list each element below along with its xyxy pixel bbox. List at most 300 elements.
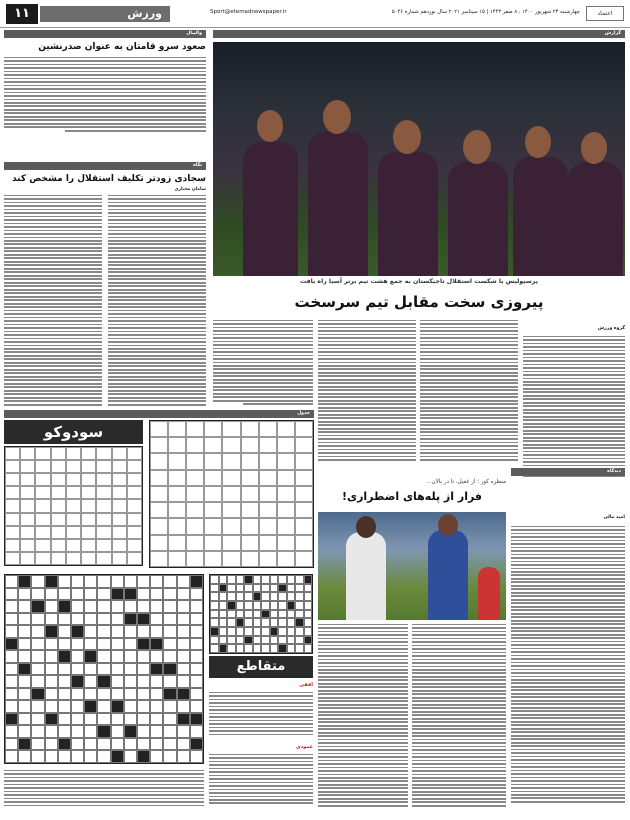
grid-cell[interactable] bbox=[186, 470, 204, 486]
grid-cell[interactable] bbox=[97, 588, 110, 601]
grid-cell[interactable] bbox=[137, 638, 150, 651]
grid-cell[interactable] bbox=[163, 663, 176, 676]
grid-cell[interactable] bbox=[84, 750, 97, 763]
grid-cell[interactable] bbox=[163, 575, 176, 588]
grid-cell[interactable] bbox=[163, 625, 176, 638]
grid-cell[interactable] bbox=[222, 486, 240, 502]
grid-cell[interactable] bbox=[222, 470, 240, 486]
grid-cell[interactable] bbox=[150, 738, 163, 751]
grid-cell[interactable] bbox=[84, 725, 97, 738]
grid-cell[interactable] bbox=[111, 738, 124, 751]
grid-cell[interactable] bbox=[295, 470, 313, 486]
grid-cell[interactable] bbox=[190, 650, 203, 663]
grid-cell[interactable] bbox=[111, 725, 124, 738]
grid-cell[interactable] bbox=[137, 725, 150, 738]
grid-cell[interactable] bbox=[31, 675, 44, 688]
grid-cell[interactable] bbox=[222, 518, 240, 534]
grid-cell[interactable] bbox=[5, 713, 18, 726]
grid-cell[interactable] bbox=[71, 738, 84, 751]
grid-cell[interactable] bbox=[190, 688, 203, 701]
grid-cell[interactable] bbox=[71, 675, 84, 688]
grid-cell[interactable] bbox=[18, 588, 31, 601]
grid-cell[interactable] bbox=[277, 502, 295, 518]
grid-cell[interactable] bbox=[31, 700, 44, 713]
grid-cell[interactable] bbox=[137, 663, 150, 676]
grid-cell[interactable] bbox=[124, 625, 137, 638]
grid-cell[interactable] bbox=[150, 675, 163, 688]
grid-cell[interactable] bbox=[259, 535, 277, 551]
grid-cell[interactable] bbox=[241, 502, 259, 518]
grid-cell[interactable] bbox=[45, 575, 58, 588]
grid-cell[interactable] bbox=[222, 437, 240, 453]
grid-cell[interactable] bbox=[71, 625, 84, 638]
grid-cell[interactable] bbox=[31, 725, 44, 738]
grid-cell[interactable] bbox=[168, 453, 186, 469]
grid-cell[interactable] bbox=[163, 638, 176, 651]
grid-cell[interactable] bbox=[186, 535, 204, 551]
grid-cell[interactable] bbox=[277, 486, 295, 502]
grid-cell[interactable] bbox=[45, 700, 58, 713]
grid-cell[interactable] bbox=[295, 421, 313, 437]
grid-cell[interactable] bbox=[259, 486, 277, 502]
grid-cell[interactable] bbox=[204, 502, 222, 518]
grid-cell[interactable] bbox=[31, 638, 44, 651]
grid-cell[interactable] bbox=[204, 518, 222, 534]
grid-cell[interactable] bbox=[58, 675, 71, 688]
grid-cell[interactable] bbox=[18, 575, 31, 588]
grid-cell[interactable] bbox=[58, 625, 71, 638]
grid-cell[interactable] bbox=[204, 486, 222, 502]
grid-cell[interactable] bbox=[190, 713, 203, 726]
grid-cell[interactable] bbox=[71, 725, 84, 738]
grid-cell[interactable] bbox=[163, 613, 176, 626]
grid-cell[interactable] bbox=[18, 638, 31, 651]
grid-cell[interactable] bbox=[5, 588, 18, 601]
grid-cell[interactable] bbox=[58, 600, 71, 613]
grid-cell[interactable] bbox=[58, 750, 71, 763]
grid-cell[interactable] bbox=[150, 437, 168, 453]
grid-cell[interactable] bbox=[137, 738, 150, 751]
grid-cell[interactable] bbox=[137, 613, 150, 626]
grid-cell[interactable] bbox=[58, 663, 71, 676]
grid-cell[interactable] bbox=[84, 688, 97, 701]
grid-cell[interactable] bbox=[45, 750, 58, 763]
grid-cell[interactable] bbox=[18, 613, 31, 626]
grid-cell[interactable] bbox=[168, 470, 186, 486]
grid-cell[interactable] bbox=[295, 453, 313, 469]
grid-cell[interactable] bbox=[124, 638, 137, 651]
grid-cell[interactable] bbox=[222, 502, 240, 518]
grid-cell[interactable] bbox=[150, 421, 168, 437]
grid-cell[interactable] bbox=[150, 663, 163, 676]
grid-cell[interactable] bbox=[277, 535, 295, 551]
grid-cell[interactable] bbox=[186, 518, 204, 534]
sudoku-puzzle-grid[interactable] bbox=[149, 420, 314, 568]
grid-cell[interactable] bbox=[137, 600, 150, 613]
grid-cell[interactable] bbox=[124, 725, 137, 738]
grid-cell[interactable] bbox=[190, 588, 203, 601]
grid-cell[interactable] bbox=[111, 675, 124, 688]
grid-cell[interactable] bbox=[18, 688, 31, 701]
grid-cell[interactable] bbox=[150, 588, 163, 601]
grid-cell[interactable] bbox=[177, 600, 190, 613]
grid-cell[interactable] bbox=[18, 750, 31, 763]
grid-cell[interactable] bbox=[58, 613, 71, 626]
grid-cell[interactable] bbox=[150, 713, 163, 726]
grid-cell[interactable] bbox=[277, 551, 295, 567]
grid-cell[interactable] bbox=[150, 725, 163, 738]
grid-cell[interactable] bbox=[168, 502, 186, 518]
grid-cell[interactable] bbox=[124, 588, 137, 601]
grid-cell[interactable] bbox=[150, 453, 168, 469]
grid-cell[interactable] bbox=[259, 518, 277, 534]
grid-cell[interactable] bbox=[31, 575, 44, 588]
grid-cell[interactable] bbox=[150, 613, 163, 626]
grid-cell[interactable] bbox=[259, 421, 277, 437]
grid-cell[interactable] bbox=[45, 625, 58, 638]
grid-cell[interactable] bbox=[5, 600, 18, 613]
grid-cell[interactable] bbox=[204, 437, 222, 453]
grid-cell[interactable] bbox=[31, 650, 44, 663]
grid-cell[interactable] bbox=[277, 421, 295, 437]
grid-cell[interactable] bbox=[259, 470, 277, 486]
grid-cell[interactable] bbox=[84, 663, 97, 676]
grid-cell[interactable] bbox=[190, 600, 203, 613]
grid-cell[interactable] bbox=[190, 575, 203, 588]
grid-cell[interactable] bbox=[177, 725, 190, 738]
grid-cell[interactable] bbox=[31, 613, 44, 626]
grid-cell[interactable] bbox=[241, 486, 259, 502]
grid-cell[interactable] bbox=[168, 486, 186, 502]
grid-cell[interactable] bbox=[31, 625, 44, 638]
grid-cell[interactable] bbox=[71, 713, 84, 726]
grid-cell[interactable] bbox=[18, 713, 31, 726]
grid-cell[interactable] bbox=[137, 688, 150, 701]
grid-cell[interactable] bbox=[124, 675, 137, 688]
grid-cell[interactable] bbox=[186, 421, 204, 437]
grid-cell[interactable] bbox=[58, 688, 71, 701]
grid-cell[interactable] bbox=[71, 650, 84, 663]
grid-cell[interactable] bbox=[111, 663, 124, 676]
grid-cell[interactable] bbox=[259, 453, 277, 469]
grid-cell[interactable] bbox=[84, 675, 97, 688]
grid-cell[interactable] bbox=[71, 750, 84, 763]
grid-cell[interactable] bbox=[97, 675, 110, 688]
grid-cell[interactable] bbox=[177, 638, 190, 651]
grid-cell[interactable] bbox=[124, 700, 137, 713]
grid-cell[interactable] bbox=[5, 663, 18, 676]
grid-cell[interactable] bbox=[150, 502, 168, 518]
grid-cell[interactable] bbox=[31, 738, 44, 751]
grid-cell[interactable] bbox=[45, 688, 58, 701]
grid-cell[interactable] bbox=[277, 453, 295, 469]
grid-cell[interactable] bbox=[58, 575, 71, 588]
grid-cell[interactable] bbox=[31, 750, 44, 763]
grid-cell[interactable] bbox=[137, 675, 150, 688]
grid-cell[interactable] bbox=[150, 535, 168, 551]
grid-cell[interactable] bbox=[97, 575, 110, 588]
grid-cell[interactable] bbox=[222, 421, 240, 437]
grid-cell[interactable] bbox=[97, 725, 110, 738]
grid-cell[interactable] bbox=[177, 750, 190, 763]
grid-cell[interactable] bbox=[58, 700, 71, 713]
grid-cell[interactable] bbox=[163, 688, 176, 701]
grid-cell[interactable] bbox=[150, 518, 168, 534]
grid-cell[interactable] bbox=[5, 638, 18, 651]
grid-cell[interactable] bbox=[186, 486, 204, 502]
grid-cell[interactable] bbox=[18, 738, 31, 751]
grid-cell[interactable] bbox=[84, 600, 97, 613]
grid-cell[interactable] bbox=[259, 502, 277, 518]
grid-cell[interactable] bbox=[241, 421, 259, 437]
grid-cell[interactable] bbox=[190, 700, 203, 713]
grid-cell[interactable] bbox=[177, 575, 190, 588]
grid-cell[interactable] bbox=[124, 663, 137, 676]
grid-cell[interactable] bbox=[277, 470, 295, 486]
grid-cell[interactable] bbox=[5, 613, 18, 626]
grid-cell[interactable] bbox=[295, 502, 313, 518]
grid-cell[interactable] bbox=[222, 453, 240, 469]
grid-cell[interactable] bbox=[124, 600, 137, 613]
grid-cell[interactable] bbox=[124, 738, 137, 751]
grid-cell[interactable] bbox=[204, 470, 222, 486]
grid-cell[interactable] bbox=[58, 588, 71, 601]
grid-cell[interactable] bbox=[97, 663, 110, 676]
grid-cell[interactable] bbox=[111, 625, 124, 638]
grid-cell[interactable] bbox=[5, 725, 18, 738]
grid-cell[interactable] bbox=[111, 713, 124, 726]
grid-cell[interactable] bbox=[45, 650, 58, 663]
grid-cell[interactable] bbox=[111, 750, 124, 763]
grid-cell[interactable] bbox=[150, 625, 163, 638]
grid-cell[interactable] bbox=[177, 713, 190, 726]
grid-cell[interactable] bbox=[137, 588, 150, 601]
grid-cell[interactable] bbox=[177, 675, 190, 688]
grid-cell[interactable] bbox=[31, 713, 44, 726]
grid-cell[interactable] bbox=[84, 650, 97, 663]
grid-cell[interactable] bbox=[97, 625, 110, 638]
grid-cell[interactable] bbox=[58, 650, 71, 663]
grid-cell[interactable] bbox=[163, 738, 176, 751]
grid-cell[interactable] bbox=[97, 688, 110, 701]
grid-cell[interactable] bbox=[168, 551, 186, 567]
grid-cell[interactable] bbox=[190, 625, 203, 638]
grid-cell[interactable] bbox=[111, 600, 124, 613]
grid-cell[interactable] bbox=[150, 688, 163, 701]
grid-cell[interactable] bbox=[295, 486, 313, 502]
grid-cell[interactable] bbox=[5, 700, 18, 713]
grid-cell[interactable] bbox=[5, 750, 18, 763]
grid-cell[interactable] bbox=[5, 688, 18, 701]
grid-cell[interactable] bbox=[163, 713, 176, 726]
grid-cell[interactable] bbox=[177, 738, 190, 751]
grid-cell[interactable] bbox=[150, 470, 168, 486]
grid-cell[interactable] bbox=[71, 613, 84, 626]
grid-cell[interactable] bbox=[177, 700, 190, 713]
grid-cell[interactable] bbox=[150, 551, 168, 567]
grid-cell[interactable] bbox=[137, 575, 150, 588]
grid-cell[interactable] bbox=[71, 588, 84, 601]
grid-cell[interactable] bbox=[277, 437, 295, 453]
grid-cell[interactable] bbox=[84, 613, 97, 626]
grid-cell[interactable] bbox=[18, 700, 31, 713]
grid-cell[interactable] bbox=[295, 551, 313, 567]
grid-cell[interactable] bbox=[163, 725, 176, 738]
grid-cell[interactable] bbox=[204, 535, 222, 551]
grid-cell[interactable] bbox=[31, 588, 44, 601]
grid-cell[interactable] bbox=[58, 713, 71, 726]
grid-cell[interactable] bbox=[190, 738, 203, 751]
grid-cell[interactable] bbox=[45, 613, 58, 626]
grid-cell[interactable] bbox=[241, 470, 259, 486]
grid-cell[interactable] bbox=[177, 613, 190, 626]
grid-cell[interactable] bbox=[84, 638, 97, 651]
grid-cell[interactable] bbox=[111, 638, 124, 651]
grid-cell[interactable] bbox=[84, 700, 97, 713]
grid-cell[interactable] bbox=[190, 675, 203, 688]
grid-cell[interactable] bbox=[295, 535, 313, 551]
grid-cell[interactable] bbox=[97, 750, 110, 763]
grid-cell[interactable] bbox=[190, 638, 203, 651]
grid-cell[interactable] bbox=[190, 750, 203, 763]
grid-cell[interactable] bbox=[222, 535, 240, 551]
grid-cell[interactable] bbox=[84, 575, 97, 588]
grid-cell[interactable] bbox=[163, 650, 176, 663]
grid-cell[interactable] bbox=[97, 600, 110, 613]
grid-cell[interactable] bbox=[18, 600, 31, 613]
grid-cell[interactable] bbox=[84, 625, 97, 638]
grid-cell[interactable] bbox=[84, 738, 97, 751]
grid-cell[interactable] bbox=[97, 613, 110, 626]
grid-cell[interactable] bbox=[150, 700, 163, 713]
grid-cell[interactable] bbox=[177, 650, 190, 663]
grid-cell[interactable] bbox=[111, 588, 124, 601]
grid-cell[interactable] bbox=[31, 688, 44, 701]
grid-cell[interactable] bbox=[190, 663, 203, 676]
grid-cell[interactable] bbox=[71, 663, 84, 676]
grid-cell[interactable] bbox=[124, 613, 137, 626]
grid-cell[interactable] bbox=[150, 750, 163, 763]
grid-cell[interactable] bbox=[168, 518, 186, 534]
section-email[interactable]: Sport@etemadnewspaper.ir bbox=[210, 9, 287, 15]
grid-cell[interactable] bbox=[222, 551, 240, 567]
grid-cell[interactable] bbox=[137, 713, 150, 726]
grid-cell[interactable] bbox=[163, 700, 176, 713]
grid-cell[interactable] bbox=[5, 625, 18, 638]
grid-cell[interactable] bbox=[124, 575, 137, 588]
grid-cell[interactable] bbox=[124, 650, 137, 663]
grid-cell[interactable] bbox=[71, 700, 84, 713]
grid-cell[interactable] bbox=[58, 738, 71, 751]
grid-cell[interactable] bbox=[84, 588, 97, 601]
grid-cell[interactable] bbox=[31, 600, 44, 613]
grid-cell[interactable] bbox=[18, 725, 31, 738]
grid-cell[interactable] bbox=[18, 675, 31, 688]
grid-cell[interactable] bbox=[58, 638, 71, 651]
grid-cell[interactable] bbox=[45, 588, 58, 601]
grid-cell[interactable] bbox=[111, 700, 124, 713]
grid-cell[interactable] bbox=[97, 738, 110, 751]
grid-cell[interactable] bbox=[45, 725, 58, 738]
grid-cell[interactable] bbox=[163, 600, 176, 613]
grid-cell[interactable] bbox=[295, 518, 313, 534]
grid-cell[interactable] bbox=[177, 688, 190, 701]
grid-cell[interactable] bbox=[71, 600, 84, 613]
crossword-grid[interactable] bbox=[4, 574, 204, 764]
grid-cell[interactable] bbox=[177, 588, 190, 601]
grid-cell[interactable] bbox=[204, 551, 222, 567]
grid-cell[interactable] bbox=[111, 688, 124, 701]
grid-cell[interactable] bbox=[137, 750, 150, 763]
grid-cell[interactable] bbox=[111, 650, 124, 663]
grid-cell[interactable] bbox=[97, 713, 110, 726]
grid-cell[interactable] bbox=[5, 738, 18, 751]
grid-cell[interactable] bbox=[5, 675, 18, 688]
grid-cell[interactable] bbox=[150, 600, 163, 613]
grid-cell[interactable] bbox=[18, 663, 31, 676]
grid-cell[interactable] bbox=[204, 453, 222, 469]
grid-cell[interactable] bbox=[204, 421, 222, 437]
grid-cell[interactable] bbox=[18, 650, 31, 663]
grid-cell[interactable] bbox=[241, 437, 259, 453]
grid-cell[interactable] bbox=[177, 625, 190, 638]
grid-cell[interactable] bbox=[58, 725, 71, 738]
grid-cell[interactable] bbox=[45, 713, 58, 726]
grid-cell[interactable] bbox=[45, 638, 58, 651]
grid-cell[interactable] bbox=[259, 437, 277, 453]
grid-cell[interactable] bbox=[5, 575, 18, 588]
grid-cell[interactable] bbox=[97, 638, 110, 651]
grid-cell[interactable] bbox=[124, 750, 137, 763]
grid-cell[interactable] bbox=[186, 453, 204, 469]
grid-cell[interactable] bbox=[163, 750, 176, 763]
grid-cell[interactable] bbox=[97, 700, 110, 713]
grid-cell[interactable] bbox=[45, 600, 58, 613]
grid-cell[interactable] bbox=[71, 638, 84, 651]
grid-cell[interactable] bbox=[190, 725, 203, 738]
grid-cell[interactable] bbox=[71, 688, 84, 701]
grid-cell[interactable] bbox=[186, 502, 204, 518]
grid-cell[interactable] bbox=[84, 713, 97, 726]
grid-cell[interactable] bbox=[45, 663, 58, 676]
grid-cell[interactable] bbox=[31, 663, 44, 676]
grid-cell[interactable] bbox=[124, 688, 137, 701]
grid-cell[interactable] bbox=[277, 518, 295, 534]
grid-cell[interactable] bbox=[124, 713, 137, 726]
grid-cell[interactable] bbox=[163, 675, 176, 688]
grid-cell[interactable] bbox=[97, 650, 110, 663]
grid-cell[interactable] bbox=[295, 437, 313, 453]
grid-cell[interactable] bbox=[111, 613, 124, 626]
grid-cell[interactable] bbox=[241, 518, 259, 534]
grid-cell[interactable] bbox=[5, 650, 18, 663]
grid-cell[interactable] bbox=[186, 437, 204, 453]
grid-cell[interactable] bbox=[150, 486, 168, 502]
grid-cell[interactable] bbox=[150, 638, 163, 651]
grid-cell[interactable] bbox=[150, 650, 163, 663]
grid-cell[interactable] bbox=[71, 575, 84, 588]
grid-cell[interactable] bbox=[150, 575, 163, 588]
grid-cell[interactable] bbox=[45, 738, 58, 751]
grid-cell[interactable] bbox=[168, 437, 186, 453]
grid-cell[interactable] bbox=[45, 675, 58, 688]
grid-cell[interactable] bbox=[241, 551, 259, 567]
grid-cell[interactable] bbox=[177, 663, 190, 676]
grid-cell[interactable] bbox=[18, 625, 31, 638]
grid-cell[interactable] bbox=[168, 421, 186, 437]
grid-cell[interactable] bbox=[186, 551, 204, 567]
grid-cell[interactable] bbox=[190, 613, 203, 626]
